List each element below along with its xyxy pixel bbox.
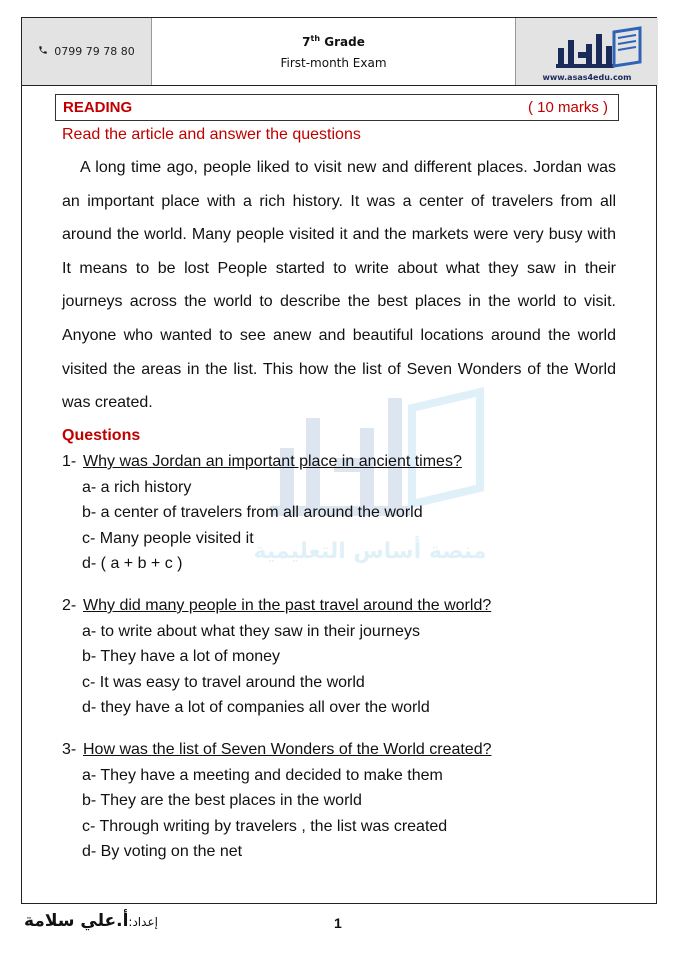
asas-logo-icon — [552, 26, 644, 72]
phone-panel — [22, 18, 152, 85]
reading-section-header — [55, 94, 619, 121]
page-number: 1 — [334, 915, 342, 931]
option-a: a- They have a meeting and decided to make them — [82, 767, 443, 784]
option-c: c- It was easy to travel around the world — [82, 674, 365, 691]
option-d: d- they have a lot of companies all over the world — [82, 699, 430, 716]
question-stem: 2- Why did many people in the past travel around the world? — [62, 597, 492, 614]
option-a: a- to write about what they saw in their journeys — [82, 623, 420, 640]
grade-title: 7th Grade — [302, 34, 365, 49]
exam-title-panel — [152, 18, 515, 85]
svg-text:منصة أساس التعليمية: منصة أساس التعليمية — [253, 539, 487, 564]
exam-name: First-month Exam — [280, 56, 387, 70]
option-c: c- Many people visited it — [82, 530, 254, 547]
option-b: b- They are the best places in the world — [82, 792, 362, 809]
questions-heading: Questions — [62, 427, 141, 444]
author-name: أ.علي سلامة — [24, 911, 129, 931]
phone-icon — [38, 45, 48, 58]
option-a: a- a rich history — [82, 479, 192, 496]
question-stem: 1- Why was Jordan an important place in ancient times? — [62, 453, 462, 470]
reading-title: READING — [63, 99, 133, 116]
option-b: b- They have a lot of money — [82, 648, 281, 665]
prepared-by-label: إعداد: — [128, 915, 158, 929]
exam-header — [22, 18, 656, 86]
reading-article: A long time ago, people liked to visit new and different places. Jordan was an important place with a rich history. It was a center of travelers from all around the world. Many people visited it and the markets were very busy with It means to be lost People started to write about what they saw in their journeys across the world to describe the best places in the world to visit. Anyone who wanted to see anew and beautiful locations around the world visited the areas in the list. This how the list of Seven Wonders of the World was created. — [62, 159, 616, 412]
logo-panel — [515, 18, 658, 85]
option-c: c- Through writing by travelers , the list was created — [82, 818, 448, 835]
logo-url: www.asas4edu.com — [542, 73, 632, 82]
phone-number: 0799 79 78 80 — [54, 45, 135, 58]
option-d: d- By voting on the net — [82, 843, 243, 860]
question-stem: 3- How was the list of Seven Wonders of the World created? — [62, 741, 492, 758]
author-signature — [24, 911, 158, 931]
option-b: b- a center of travelers from all around the world — [82, 504, 423, 521]
reading-marks: ( 10 marks ) — [527, 99, 608, 116]
reading-instruction: Read the article and answer the questions — [62, 126, 361, 143]
option-d: d- ( a + b + c ) — [82, 555, 183, 572]
